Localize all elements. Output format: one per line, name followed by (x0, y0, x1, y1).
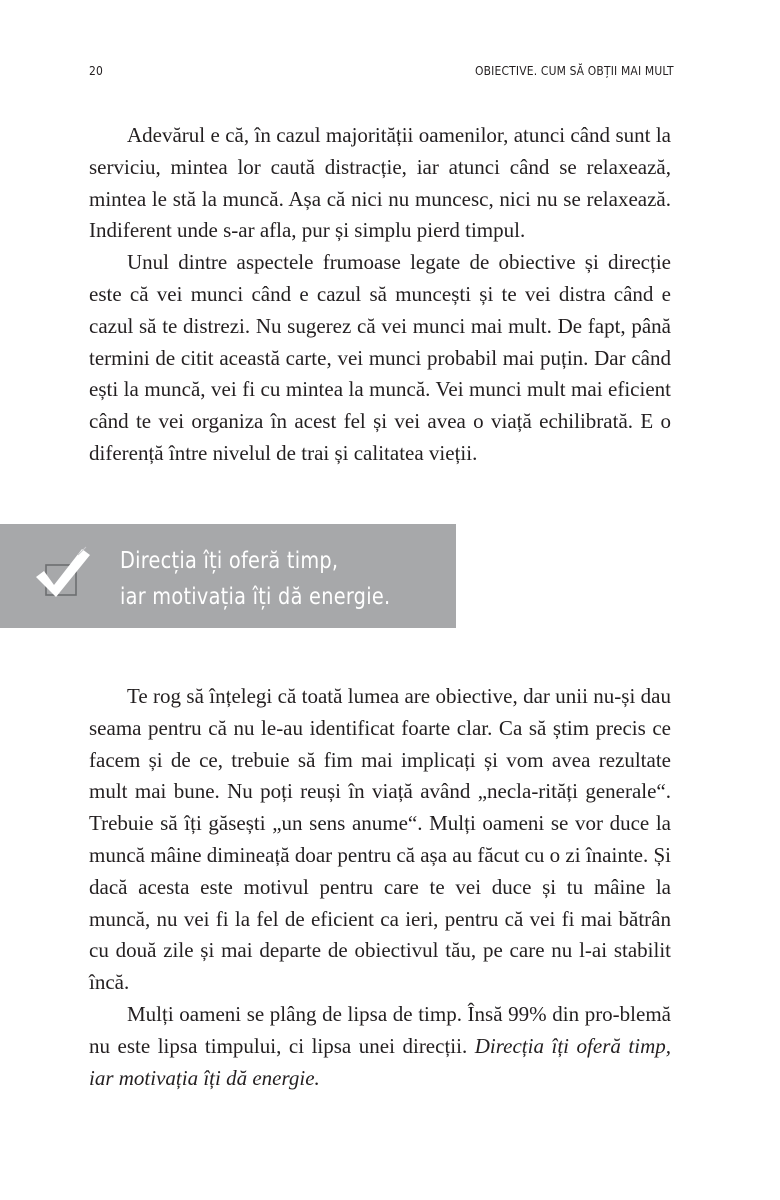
body-section-2 (89, 681, 671, 1094)
emphasized-quote: Direcția îți oferă timp, iar motivația îți dă energie. (89, 1033, 671, 1090)
paragraph-text: Mulți oameni se plâng de lipsa de timp. Însă 99% din pro-blemă nu este lipsa timpului, ci lipsa unei direcții. (89, 1001, 671, 1058)
running-title: OBIECTIVE. CUM SĂ OBȚII MAI MULT (475, 63, 674, 78)
page-number: 20 (89, 63, 104, 78)
running-header (89, 63, 674, 78)
checkmark-box-icon (32, 541, 96, 603)
paragraph (89, 999, 671, 1094)
body-section-1 (89, 120, 671, 470)
paragraph: Unul dintre aspectele frumoase legate de obiective și direcție este că vei munci când e cazul să muncești și te vei distra când e cazul să te distrezi. Nu sugerez că vei munci mai mult. De fapt, până termini de citit această carte, vei munci probabil mai puțin. Dar când ești la muncă, vei fi cu mintea la muncă. Vei munci mult mai eficient când te vei organiza în acest fel și vei avea o viață echilibrată. E o diferență între nivelul de trai și calitatea vieții. (89, 250, 671, 465)
paragraph: Adevărul e că, în cazul majorității oamenilor, atunci când sunt la serviciu, mintea lor caută distracție, iar atunci când se relaxează, mintea le stă la muncă. Așa că nici nu muncesc, nici nu se relaxează. Indiferent unde s-ar afla, pur și simplu pierd timpul. (89, 123, 671, 243)
pull-quote-callout (0, 524, 456, 628)
callout-quote (120, 543, 390, 615)
callout-line-2: iar motivația îți dă energie. (120, 584, 391, 610)
callout-line-1: Direcția îți oferă timp, (120, 548, 339, 574)
paragraph: Te rog să înțelegi că toată lumea are obiective, dar unii nu-și dau seama pentru că nu le-au identificat foarte clar. Ca să știm precis ce facem și de ce, trebuie să fim mai implicați și vom avea rezultate mult mai bune. Nu poți reuși în viață având „necla-rități generale“. Trebuie să îți găsești „un sens anume“. Mulți oameni se vor duce la muncă mâine dimineață doar pentru că așa au făcut cu o zi înainte. Și dacă acesta este motivul pentru care te vei duce și tu mâine la muncă, nu vei fi la fel de eficient ca ieri, pentru că vei fi mai bătrân cu două zile și mai departe de obiectivul tău, pe care nu l-ai stabilit încă. (89, 684, 671, 995)
